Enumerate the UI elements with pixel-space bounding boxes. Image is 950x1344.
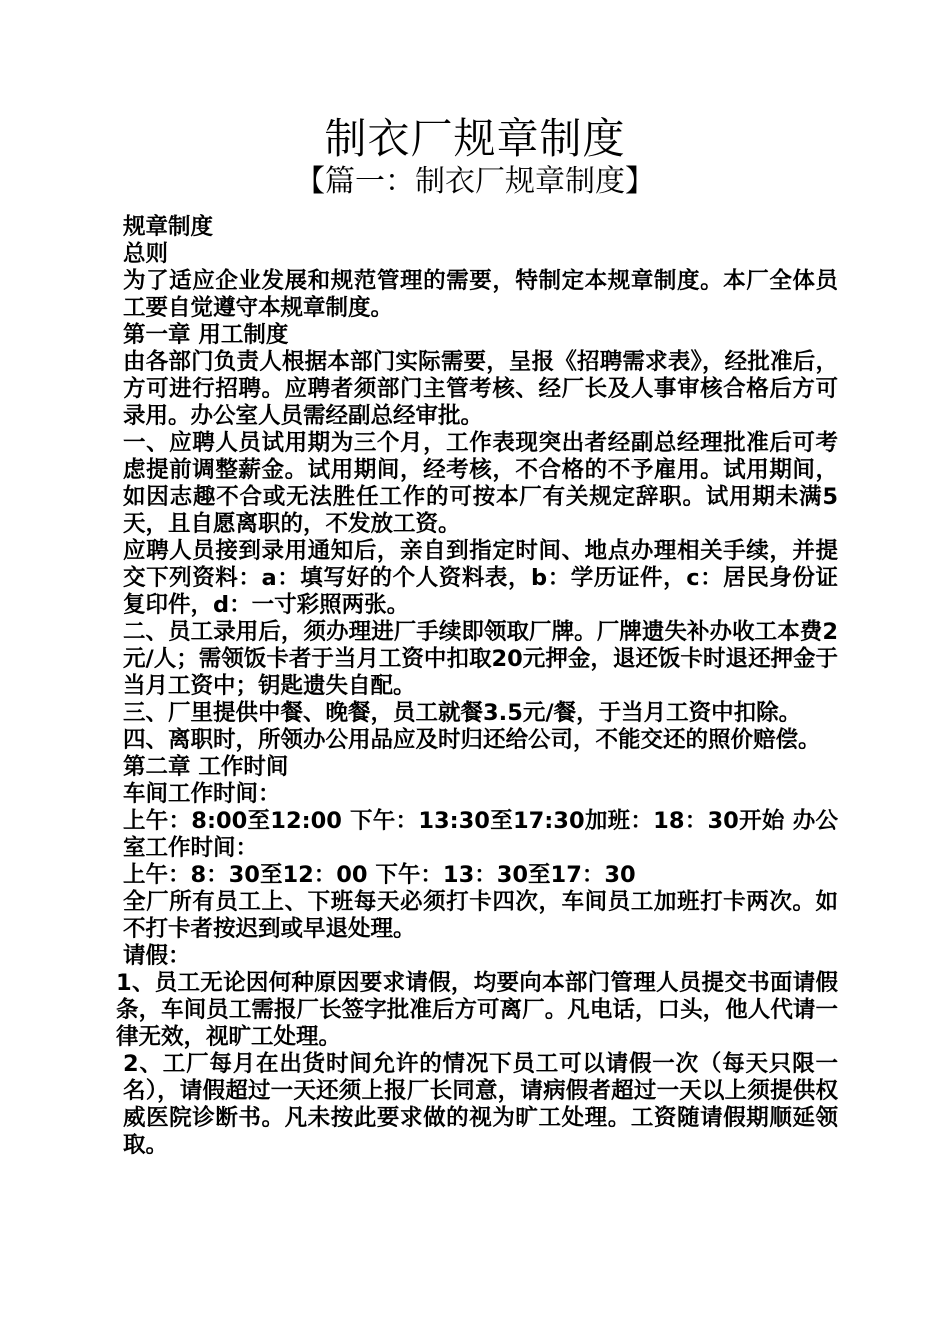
paragraph-recruitment: 由各部门负责人根据本部门实际需要，呈报《招聘需求表》，经批准后，方可进行招聘。应聘者须部门主管考核、经厂长及人事审核合格后方可录用。办公室人员需经副总经审批。 [123, 349, 838, 429]
paragraph-probation: 一、应聘人员试用期为三个月，工作表现突出者经副总经理批准后可考虑提前调整薪金。试用期间，经考核，不合格的不予雇用。试用期间，如因志趣不合或无法胜任工作的可按本厂有关规定辞职。试用期未满5天，且自愿离职的，不发放工资。 [123, 430, 838, 537]
heading-chapter-1: 第一章 用工制度 [123, 322, 289, 348]
heading-rules: 规章制度 [123, 214, 214, 240]
document-body [116, 214, 838, 1159]
heading-workshop-hours: 车间工作时间： [123, 781, 281, 807]
heading-chapter-2: 第二章 工作时间 [123, 754, 289, 780]
paragraph-clock-in: 全厂所有员工上、下班每天必须打卡四次，车间员工加班打卡两次。如不打卡者按迟到或早退处理。 [123, 889, 838, 942]
paragraph-office-hours: 上午：8：30至12：00 下午：13：30至17：30 [123, 862, 636, 888]
paragraph-leave-2: 2、工厂每月在出货时间允许的情况下员工可以请假一次（每天只限一名），请假超过一天还须上报厂长同意，请病假者超过一天以上须提供权威医院诊断书。凡未按此要求做的视为旷工处理。工资随请假期顺延领取。 [123, 1051, 838, 1158]
document-title: 制衣厂规章制度 [324, 114, 626, 163]
paragraph-workshop-hours: 上午：8:00至12:00 下午：13:30至17:30加班：18：30开始 办公室工作时间： [123, 808, 838, 861]
paragraph-badge: 二、员工录用后，须办理进厂手续即领取厂牌。厂牌遗失补办收工本费2元/人；需领饭卡者于当月工资中扣取20元押金，退还饭卡时退还押金于当月工资中；钥匙遗失自配。 [123, 619, 838, 699]
heading-leave: 请假： [123, 943, 191, 969]
paragraph-documents: 应聘人员接到录用通知后，亲自到指定时间、地点办理相关手续，并提交下列资料：a：填写好的个人资料表，b：学历证件，c：居民身份证复印件，d：一寸彩照两张。 [123, 538, 838, 618]
paragraph-intro: 为了适应企业发展和规范管理的需要，特制定本规章制度。本厂全体员工要自觉遵守本规章制度。 [123, 268, 838, 321]
paragraph-leave-1: 1、员工无论因何种原因要求请假，均要向本部门管理人员提交书面请假条，车间员工需报厂长签字批准后方可离厂。凡电话，口头，他人代请一律无效，视旷工处理。 [116, 970, 838, 1050]
heading-general: 总则 [123, 241, 169, 267]
paragraph-resignation: 四、离职时，所领办公用品应及时归还给公司，不能交还的照价赔偿。 [123, 727, 821, 753]
document-subtitle: 【篇一：制衣厂规章制度】 [295, 164, 655, 199]
paragraph-meals: 三、厂里提供中餐、晚餐，员工就餐3.5元/餐，于当月工资中扣除。 [123, 700, 802, 726]
